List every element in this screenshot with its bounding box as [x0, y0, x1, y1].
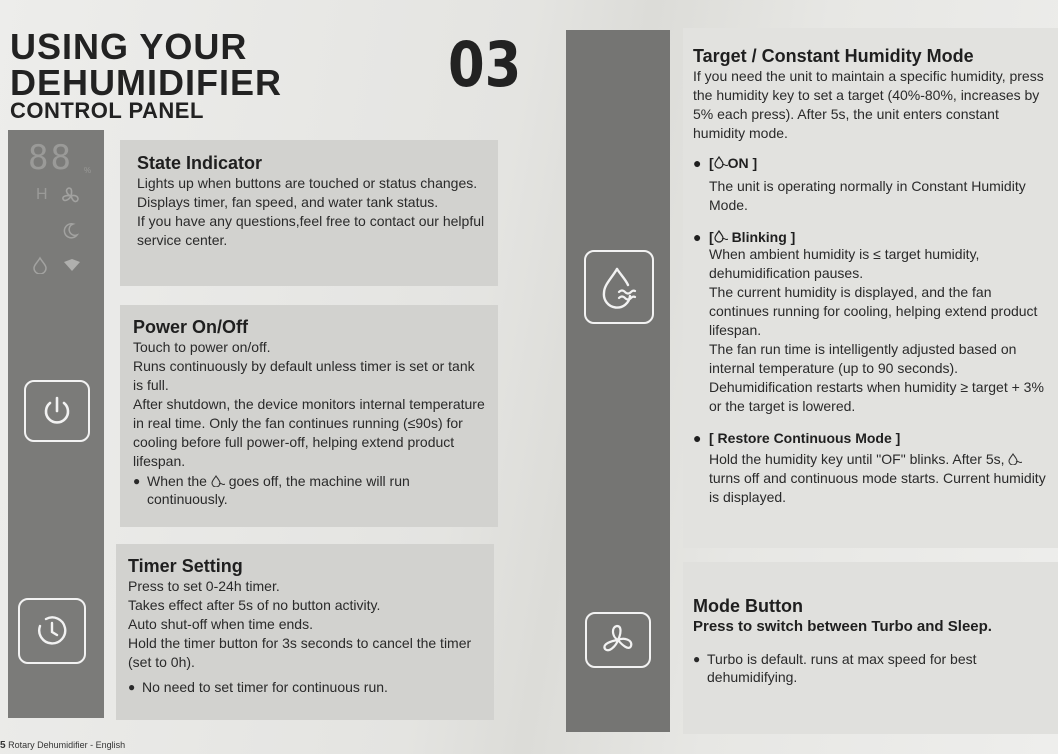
bullet-dot-icon: ● — [128, 680, 136, 694]
fan-indicator-icon — [60, 186, 82, 206]
blinking-line: The current humidity is displayed, and the fan continues running for cooling, helping extend product lifespan. — [709, 284, 1038, 338]
humidity-intro: If you need the unit to maintain a specific humidity, press the humidity key to set a target (40%-80%, increases by 5% each press). After 5s, the unit enters constant humidity mode. — [693, 68, 1044, 141]
water-drop-indicator-icon — [32, 256, 48, 274]
clock-icon — [33, 612, 71, 650]
seven-segment-display: 88 — [28, 138, 73, 178]
page-title-line2: DEHUMIDIFIER — [10, 62, 282, 103]
humidity-button[interactable] — [584, 250, 654, 324]
humidity-h-indicator: H — [36, 186, 48, 203]
section-subtitle: CONTROL PANEL — [10, 98, 204, 123]
state-indicator-line: If you have any questions,feel free to contact our helpful service center. — [137, 213, 485, 248]
page-footer — [0, 740, 125, 751]
power-bullet — [133, 472, 485, 508]
page-title-line1: USING YOUR — [10, 26, 248, 67]
fan-icon — [599, 621, 637, 659]
blinking-state-label: ● [ Blinking ] — [693, 229, 796, 245]
bullet-dot-icon: ● — [693, 652, 701, 666]
state-indicator-card — [120, 140, 498, 286]
timer-line: Hold the timer button for 3s seconds to cancel the timer (set to 0h). — [128, 635, 472, 670]
power-bullet-text-post: goes off, the machine will run continuously. — [147, 473, 410, 507]
state-indicator-heading: State Indicator — [137, 153, 263, 173]
humidity-card — [683, 28, 1058, 548]
mode-bullet — [693, 650, 1053, 686]
tank-full-indicator-icon — [62, 258, 82, 272]
restore-text-post: turns off and continuous mode starts. Current humidity is displayed. — [709, 470, 1046, 505]
droplet-icon — [1008, 453, 1022, 465]
state-indicator-line: Lights up when buttons are touched or status changes. — [137, 175, 478, 191]
footer-page-number: 5 — [0, 740, 6, 751]
droplet-humidity-icon — [599, 265, 639, 309]
percent-sign: % — [84, 166, 92, 175]
timer-heading: Timer Setting — [128, 556, 243, 576]
power-button[interactable] — [24, 380, 90, 442]
bullet-dot-icon: ● — [693, 430, 702, 446]
blinking-label-text: Blinking ] — [731, 229, 796, 245]
chapter-number: 03 — [448, 28, 522, 101]
footer-text: Rotary Dehumidifier - English — [8, 740, 126, 750]
mode-card — [683, 562, 1058, 734]
timer-button[interactable] — [18, 598, 86, 664]
mode-subheading: Press to switch between Turbo and Sleep. — [693, 618, 992, 635]
droplet-icon — [714, 230, 728, 243]
mode-heading: Mode Button — [693, 596, 803, 616]
blinking-line: Dehumidification restarts when humidity ≥ target + 3% or the target is lowered. — [709, 379, 1044, 414]
power-line: After shutdown, the device monitors internal temperature in real time. Only the fan continues running (≤90s) for cooling before full power-off, helping extend product lifespan. — [133, 396, 485, 469]
restore-mode-text — [693, 450, 1053, 507]
humidity-heading: Target / Constant Humidity Mode — [693, 46, 974, 66]
bullet-dot-icon: ● — [693, 229, 702, 245]
on-state-label: ● [ ON ] — [693, 155, 758, 171]
restore-label-text: [ Restore Continuous Mode ] — [709, 430, 901, 446]
timer-line: Press to set 0-24h timer. — [128, 578, 280, 594]
blinking-line: When ambient humidity is ≤ target humidity, dehumidification pauses. — [709, 246, 980, 281]
bullet-dot-icon: ● — [693, 155, 702, 171]
timer-bullet — [128, 678, 484, 696]
timer-line: Auto shut-off when time ends. — [128, 616, 313, 632]
bullet-dot-icon: ● — [133, 474, 141, 488]
timer-card — [116, 544, 494, 720]
mode-button[interactable] — [585, 612, 651, 668]
mode-bullet-text: Turbo is default. runs at max speed for best dehumidifying. — [707, 651, 977, 685]
on-label-text: ON ] — [727, 155, 758, 171]
power-card — [120, 305, 498, 527]
power-heading: Power On/Off — [133, 317, 249, 337]
state-indicator-line: Displays timer, fan speed, and water tank status. — [137, 194, 439, 210]
droplet-icon — [211, 475, 225, 487]
droplet-icon — [714, 156, 728, 169]
power-line: Runs continuously by default unless timer is set or tank is full. — [133, 358, 475, 393]
blinking-line: The fan run time is intelligently adjusted based on internal temperature (up to 90 seconds). — [709, 341, 1017, 376]
timer-line: Takes effect after 5s of no button activity. — [128, 597, 381, 613]
power-bullet-text-pre: When the — [147, 473, 207, 489]
timer-bullet-text: No need to set timer for continuous run. — [142, 679, 388, 695]
on-state-text: The unit is operating normally in Constant Humidity Mode. — [709, 178, 1026, 213]
power-icon — [39, 393, 75, 429]
restore-text-pre: Hold the humidity key until "OF" blinks. After 5s, — [709, 451, 1005, 467]
restore-mode-label — [693, 430, 1053, 446]
power-line: Touch to power on/off. — [133, 339, 271, 355]
sleep-moon-icon — [63, 222, 79, 240]
